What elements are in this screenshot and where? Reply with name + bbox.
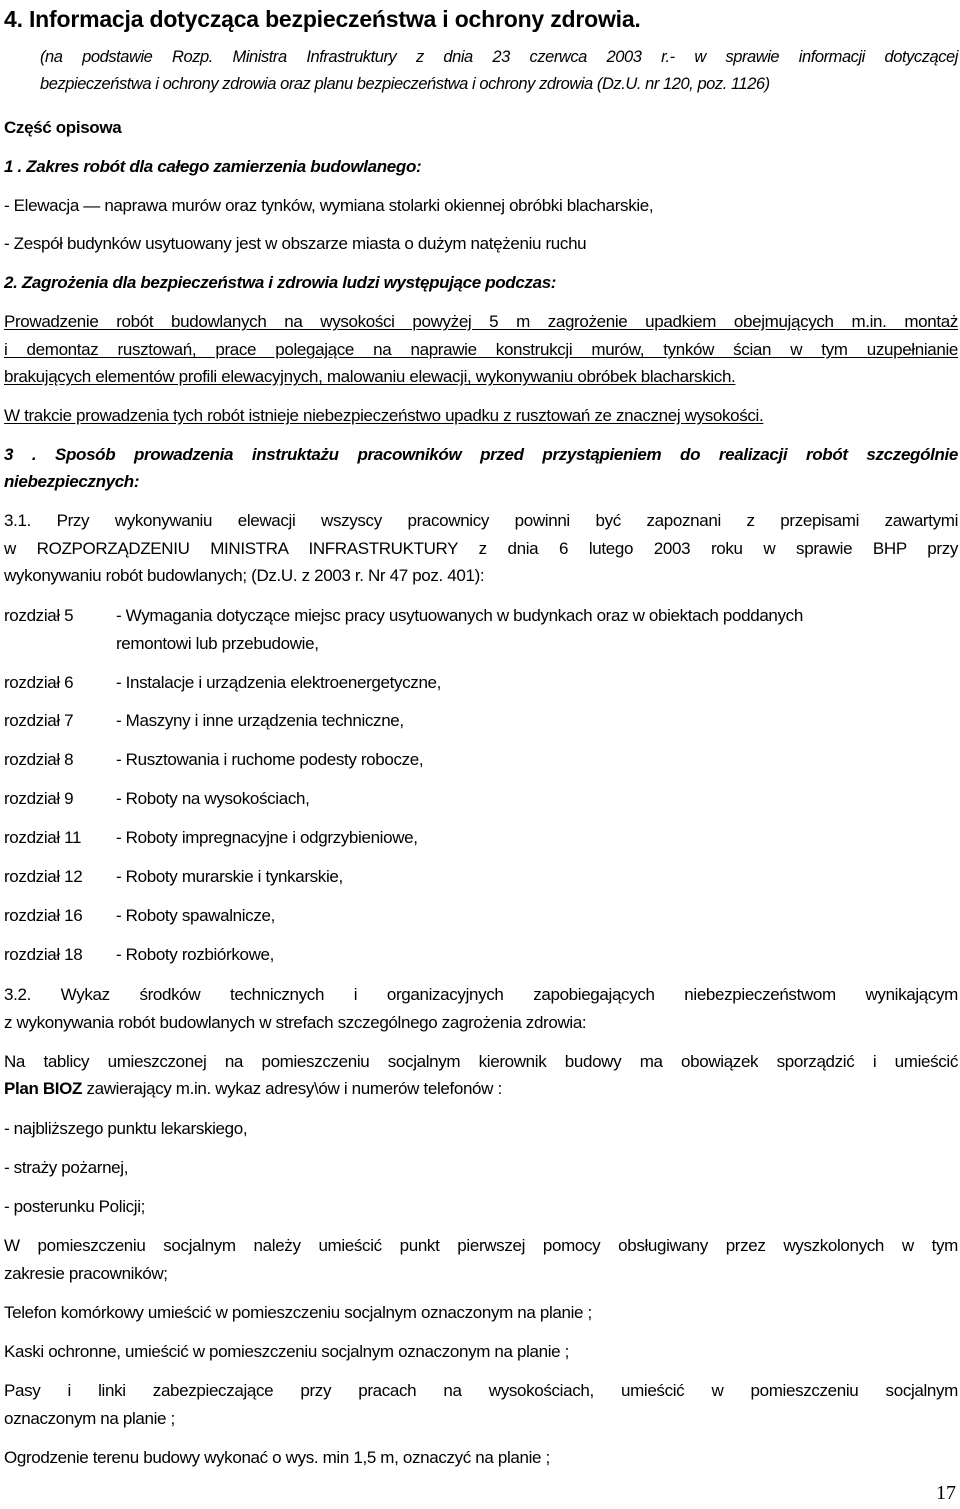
chapter-title: - Roboty spawalnicze, bbox=[116, 906, 275, 925]
hazards-paragraph-line-3: brakujących elementów profili elewacyjnych, malowaniu elewacji, wykonywaniu obróbek blacharskich. bbox=[4, 367, 736, 386]
hazards-heading: 2. Zagrożenia dla bezpieczeństwa i zdrowia ludzi występujące podczas: bbox=[4, 273, 557, 292]
measures-paragraph-line-1: 3.2. Wykaz środków technicznych i organizacyjnych zapobiegających niebezpieczeństwom wynikającym bbox=[4, 985, 958, 1004]
scope-item-elevation: - Elewacja — naprawa murów oraz tynków, wymiana stolarki okiennej obróbki blacharskie, bbox=[4, 196, 654, 215]
first-aid-line-2: zakresie pracowników; bbox=[4, 1264, 168, 1283]
chapter-list-item bbox=[4, 672, 441, 694]
chapter-list-item bbox=[4, 710, 404, 732]
chapter-title: - Maszyny i inne urządzenia techniczne, bbox=[116, 711, 404, 730]
contact-item-police: - posterunku Policji; bbox=[4, 1197, 145, 1216]
regulation-paragraph-line-1: 3.1. Przy wykonywaniu elewacji wszyscy pracownicy powinni być zapoznani z przepisami zawartymi bbox=[4, 511, 958, 530]
bioz-plan-label: Plan BIOZ bbox=[4, 1079, 83, 1098]
chapter-title: - Roboty murarskie i tynkarskie, bbox=[116, 867, 343, 886]
fence-note: Ogrodzenie terenu budowy wykonać o wys. min 1,5 m, oznaczyć na planie ; bbox=[4, 1448, 550, 1467]
chapter-title: - Wymagania dotyczące miejsc pracy usytuowanych w budynkach oraz w obiektach poddanych bbox=[116, 606, 803, 625]
chapter-number: rozdział 12 bbox=[4, 867, 83, 886]
chapter-list-item bbox=[4, 788, 309, 810]
chapter-number: rozdział 9 bbox=[4, 789, 74, 808]
legal-basis-line-1: (na podstawie Rozp. Ministra Infrastruktury z dnia 23 czerwca 2003 r.- w sprawie informacji dotyczącej bbox=[40, 48, 958, 66]
chapter-list-item bbox=[4, 605, 803, 627]
page-number: 17 bbox=[936, 1482, 956, 1504]
chapter-title: - Instalacje i urządzenia elektroenergetyczne, bbox=[116, 673, 442, 692]
chapter-number: rozdział 18 bbox=[4, 945, 83, 964]
contact-item-fire-brigade: - straży pożarnej, bbox=[4, 1158, 129, 1177]
notice-board-line-2 bbox=[4, 1078, 502, 1100]
training-heading-line-1: 3 . Sposób prowadzenia instruktażu pracowników przed przystąpieniem do realizacji robót szczególnie bbox=[4, 445, 958, 464]
chapter-title: - Roboty na wysokościach, bbox=[116, 789, 310, 808]
section-heading: 4. Informacja dotycząca bezpieczeństwa i ochrony zdrowia. bbox=[4, 6, 641, 32]
fall-hazard-note: W trakcie prowadzenia tych robót istnieje niebezpieczeństwo upadku z rusztowań ze znacznej wysokości. bbox=[4, 406, 764, 425]
chapter-title-continuation: remontowi lub przebudowie, bbox=[116, 634, 319, 653]
chapter-number: rozdział 11 bbox=[4, 828, 82, 847]
chapter-title: - Roboty rozbiórkowe, bbox=[116, 945, 274, 964]
chapter-number: rozdział 16 bbox=[4, 906, 83, 925]
contact-item-medical: - najbliższego punktu lekarskiego, bbox=[4, 1119, 248, 1138]
chapter-list-item bbox=[4, 749, 423, 771]
hazards-paragraph-line-2: i demontaz rusztowań, prace polegające na naprawie konstrukcji murów, tynków ścian w tym uzupełnianie bbox=[4, 340, 958, 359]
chapter-list-item bbox=[4, 905, 275, 927]
chapter-title: - Rusztowania i ruchome podesty robocze, bbox=[116, 750, 424, 769]
chapter-title: - Roboty impregnacyjne i odgrzybieniowe, bbox=[116, 828, 418, 847]
chapter-number: rozdział 5 bbox=[4, 606, 74, 625]
chapter-number: rozdział 7 bbox=[4, 711, 74, 730]
safety-belts-line-2: oznaczonym na planie ; bbox=[4, 1409, 175, 1428]
chapter-number: rozdział 8 bbox=[4, 750, 74, 769]
measures-paragraph-line-2: z wykonywania robót budowlanych w strefach szczególnego zagrożenia zdrowia: bbox=[4, 1013, 587, 1032]
helmets-note: Kaski ochronne, umieścić w pomieszczeniu socjalnym oznaczonym na planie ; bbox=[4, 1342, 570, 1361]
hazards-paragraph-line-1: Prowadzenie robót budowlanych na wysokości powyżej 5 m zagrożenie upadkiem obejmujących m.in. montaż bbox=[4, 312, 958, 331]
training-heading-line-2: niebezpiecznych: bbox=[4, 472, 140, 491]
scope-heading: 1 . Zakres robót dla całego zamierzenia budowlanego: bbox=[4, 157, 422, 176]
chapter-list-item bbox=[4, 866, 343, 888]
part-title: Część opisowa bbox=[4, 118, 122, 137]
chapter-number: rozdział 6 bbox=[4, 673, 74, 692]
notice-board-line-2-rest: zawierający m.in. wykaz adresy\ów i numerów telefonów : bbox=[82, 1079, 502, 1098]
chapter-list-item bbox=[4, 944, 274, 966]
legal-basis-line-2: bezpieczeństwa i ochrony zdrowia oraz planu bezpieczeństwa i ochrony zdrowia (Dz.U. nr 120, poz. 1126) bbox=[40, 75, 770, 93]
scope-item-location: - Zespół budynków usytuowany jest w obszarze miasta o dużym natężeniu ruchu bbox=[4, 234, 587, 253]
phone-note: Telefon komórkowy umieścić w pomieszczeniu socjalnym oznaczonym na planie ; bbox=[4, 1303, 592, 1322]
regulation-paragraph-line-3: wykonywaniu robót budowlanych; (Dz.U. z 2003 r. Nr 47 poz. 401): bbox=[4, 566, 485, 585]
safety-belts-line-1: Pasy i linki zabezpieczające przy pracach na wysokościach, umieścić w pomieszczeniu socjalnym bbox=[4, 1381, 958, 1400]
chapter-list-item bbox=[4, 827, 418, 849]
first-aid-line-1: W pomieszczeniu socjalnym należy umieścić punkt pierwszej pomocy obsługiwany przez wyszkolonych w tym bbox=[4, 1236, 958, 1255]
notice-board-line-1: Na tablicy umieszczonej na pomieszczeniu socjalnym kierownik budowy ma obowiązek sporządzić i umieścić bbox=[4, 1052, 958, 1071]
regulation-paragraph-line-2: w ROZPORZĄDZENIU MINISTRA INFRASTRUKTURY z dnia 6 lutego 2003 roku w sprawie BHP przy bbox=[4, 539, 958, 558]
